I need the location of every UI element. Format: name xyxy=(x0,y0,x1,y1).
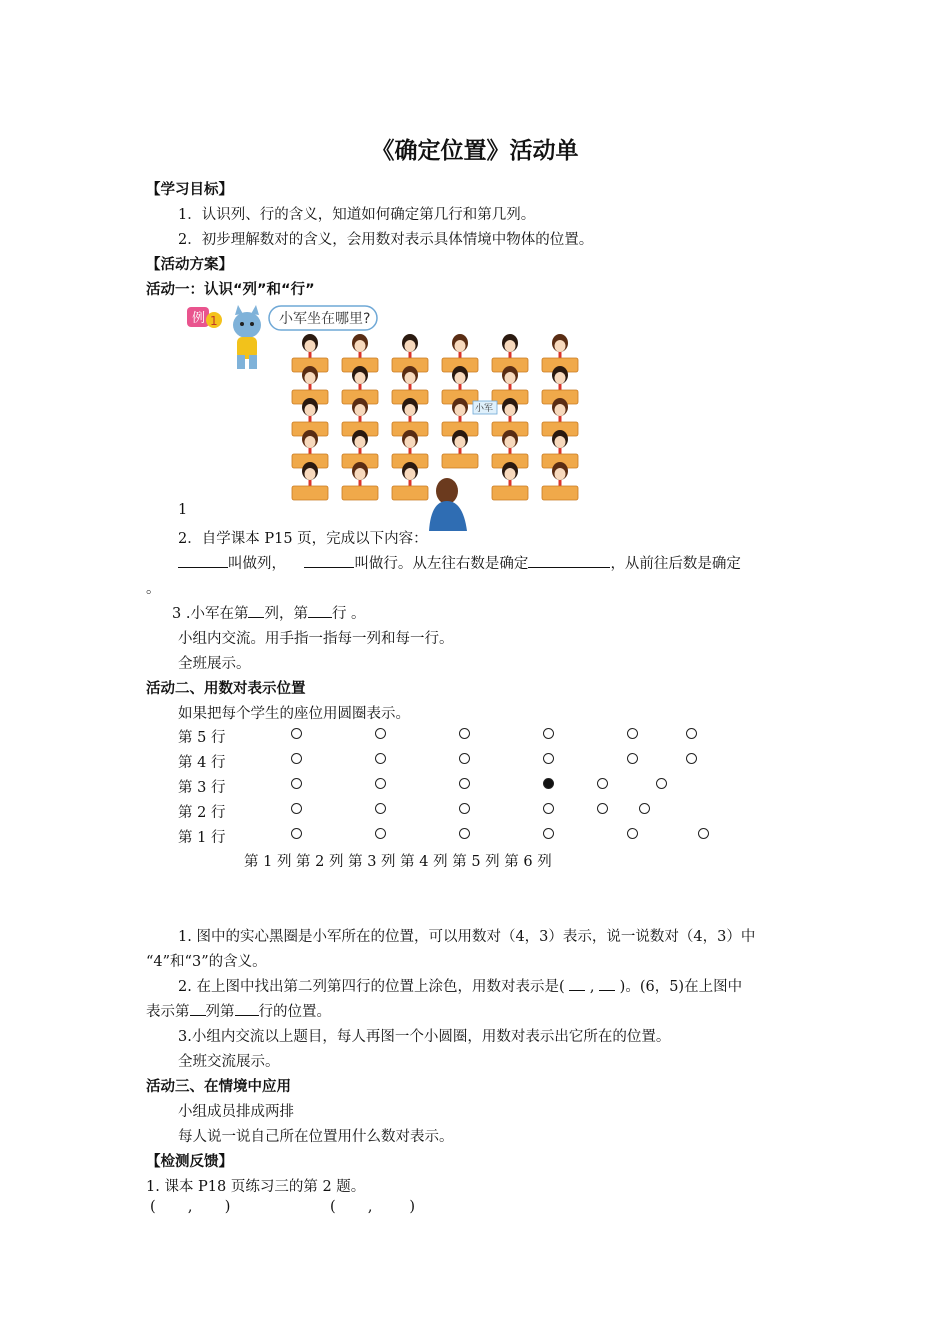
speech-text: 小军坐在哪里? xyxy=(279,311,371,327)
seat-circle[interactable] xyxy=(291,753,302,764)
activity3-heading: 活动三、在情境中应用 xyxy=(146,1079,291,1095)
a1-fill-line xyxy=(178,552,741,573)
seat-circle[interactable] xyxy=(291,778,302,789)
a1-item2: 2．自学课本 P15 页，完成以下内容： xyxy=(178,531,428,547)
blank-xiaojun-row[interactable] xyxy=(308,603,332,618)
a2-q1-line2: “4”和“3”的含义。 xyxy=(146,954,267,970)
seat-circle[interactable] xyxy=(459,753,470,764)
a1-group: 小组内交流。用手指一指每一列和每一行。 xyxy=(178,631,454,647)
activity1-heading: 活动一：认识“列”和“行” xyxy=(146,282,315,298)
blank-pair-x[interactable] xyxy=(569,976,585,991)
a3-line2: 每人说一说自己所在位置用什么数对表示。 xyxy=(178,1129,454,1145)
seat-circle[interactable] xyxy=(639,803,650,814)
seat-circle[interactable] xyxy=(291,728,302,739)
teacher-icon xyxy=(429,478,467,531)
a1-item3-c: 行 。 xyxy=(331,606,366,622)
plan-heading: 【活动方案】 xyxy=(146,257,233,273)
row-label-2: 第 2 行 xyxy=(178,805,226,821)
blank-row[interactable] xyxy=(304,553,354,568)
feedback-pair-1[interactable]: ( , ) xyxy=(150,1199,231,1215)
a3-line1: 小组成员排成两排 xyxy=(178,1104,294,1120)
row-label-4: 第 4 行 xyxy=(178,755,226,771)
example-badge: 例 xyxy=(192,311,206,326)
column-labels: 第 1 列 第 2 列 第 3 列 第 4 列 第 5 列 第 6 列 xyxy=(244,854,552,870)
goal-item-1: 1．认识列、行的含义，知道如何确定第几行和第几列。 xyxy=(178,207,536,223)
seat-circle[interactable] xyxy=(459,828,470,839)
seat-circle[interactable] xyxy=(459,778,470,789)
desk-grid xyxy=(292,334,578,500)
seat-circle[interactable] xyxy=(459,728,470,739)
seat-circle[interactable] xyxy=(627,753,638,764)
seat-circle[interactable] xyxy=(375,753,386,764)
example-num: 1 xyxy=(210,314,218,328)
xiaojun-tag: 小军 xyxy=(475,404,494,414)
seat-circle[interactable] xyxy=(597,803,608,814)
seat-circle[interactable] xyxy=(375,778,386,789)
a1-tail: 。 xyxy=(146,581,161,597)
row-label-3: 第 3 行 xyxy=(178,780,226,796)
activity2-heading: 活动二、用数对表示位置 xyxy=(146,681,306,697)
blank-q2-col[interactable] xyxy=(190,1001,206,1016)
seat-circle[interactable] xyxy=(686,753,697,764)
blank-col[interactable] xyxy=(178,553,228,568)
xiaojun-seat-filled[interactable] xyxy=(543,778,554,789)
seat-circle[interactable] xyxy=(543,803,554,814)
seat-circle[interactable] xyxy=(627,828,638,839)
feedback-item1: 1. 课本 P18 页练习三的第 2 题。 xyxy=(146,1179,366,1195)
goals-heading: 【学习目标】 xyxy=(146,182,233,198)
a1-col-text: 叫做列， xyxy=(228,556,286,572)
a2-q2-line2 xyxy=(146,1000,331,1021)
seat-circle[interactable] xyxy=(656,778,667,789)
seat-circle[interactable] xyxy=(627,728,638,739)
blank-xiaojun-col[interactable] xyxy=(248,603,264,618)
seat-circle[interactable] xyxy=(698,828,709,839)
feedback-pair-2[interactable]: ( , ) xyxy=(330,1199,416,1215)
row-label-5: 第 5 行 xyxy=(178,730,226,746)
a2-intro: 如果把每个学生的座位用圆圈表示。 xyxy=(178,706,410,722)
seat-circle[interactable] xyxy=(291,803,302,814)
a2-q2-e: 行的位置。 xyxy=(258,1004,331,1020)
a2-q2-b: )。(6，5)在上图中 xyxy=(619,979,743,995)
a2-q1-line1: 1. 图中的实心黑圈是小军所在的位置，可以用数对（4，3）表示，说一说数对（4，3）中 xyxy=(178,929,756,945)
a1-end-text: ，从前往后数是确定 xyxy=(610,556,741,572)
a1-item3 xyxy=(172,602,366,623)
seat-circle[interactable] xyxy=(597,778,608,789)
a2-q2-a: 2. 在上图中找出第二列第四行的位置上涂色，用数对表示是( xyxy=(178,979,565,995)
seat-circle[interactable] xyxy=(375,803,386,814)
a1-item3-b: 列，第 xyxy=(264,606,308,622)
a1-row-text: 叫做行。从左往右数是确定 xyxy=(354,556,529,572)
seat-circle[interactable] xyxy=(686,728,697,739)
a2-q2-d: 列第 xyxy=(205,1004,235,1020)
cat-character-icon xyxy=(233,305,261,369)
seat-circle[interactable] xyxy=(543,753,554,764)
page-title: 《确定位置》活动单 xyxy=(371,138,579,164)
a1-class: 全班展示。 xyxy=(178,656,251,672)
blank-pair-y[interactable] xyxy=(599,976,615,991)
row-label-1: 第 1 行 xyxy=(178,830,226,846)
seat-circle[interactable] xyxy=(375,828,386,839)
blank-left-right[interactable] xyxy=(528,553,610,568)
seat-circle[interactable] xyxy=(291,828,302,839)
classroom-illustration xyxy=(185,303,590,531)
goal-item-2: 2．初步理解数对的含义，会用数对表示具体情境中物体的位置。 xyxy=(178,232,594,248)
seat-circle[interactable] xyxy=(543,728,554,739)
item1-number: 1 xyxy=(178,502,188,518)
a2-class: 全班交流展示。 xyxy=(178,1054,280,1070)
blank-q2-row[interactable] xyxy=(235,1001,259,1016)
seat-circle[interactable] xyxy=(375,728,386,739)
a1-item3-a: 3 .小军在第 xyxy=(172,606,249,622)
a2-q2-line1: 2. 在上图中找出第二列第四行的位置上涂色，用数对表示是( , )。(6，5)在上图中 xyxy=(178,975,742,996)
seat-circle[interactable] xyxy=(459,803,470,814)
classroom-svg xyxy=(185,303,590,531)
a2-q2-c: 表示第 xyxy=(146,1004,190,1020)
a2-q3: 3.小组内交流以上题目，每人再图一个小圆圈，用数对表示出它所在的位置。 xyxy=(178,1029,671,1045)
feedback-heading: 【检测反馈】 xyxy=(146,1154,233,1170)
seat-circle[interactable] xyxy=(543,828,554,839)
